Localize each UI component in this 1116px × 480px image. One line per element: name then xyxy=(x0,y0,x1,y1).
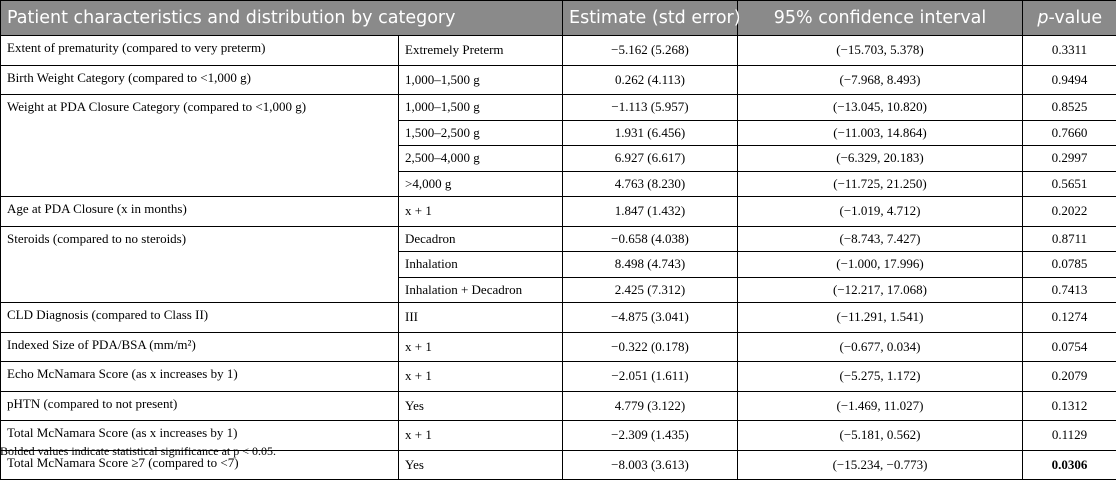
ci-cell: (−1.469, 11.027) xyxy=(738,391,1023,421)
ci-cell: (−1.019, 4.712) xyxy=(738,197,1023,227)
ci-cell: (−5.181, 0.562) xyxy=(738,421,1023,451)
category-cell: x + 1 xyxy=(399,362,563,392)
estimate-cell: −5.162 (5.268) xyxy=(563,36,738,66)
estimate-cell: 1.931 (6.456) xyxy=(563,120,738,146)
ci-cell: (−15.234, −0.773) xyxy=(738,450,1023,480)
p-value-cell: 0.8525 xyxy=(1023,95,1116,121)
header-p-suffix: -value xyxy=(1048,8,1102,28)
header-estimate: Estimate (std error) xyxy=(563,1,738,36)
characteristic-cell: Echo McNamara Score (as x increases by 1) xyxy=(1,362,399,392)
table-row xyxy=(1,65,1116,95)
ci-cell: (−5.275, 1.172) xyxy=(738,362,1023,392)
category-cell: Inhalation xyxy=(399,252,563,278)
characteristic-cell: Total McNamara Score (as x increases by 1) xyxy=(1,421,399,451)
ci-cell: (−12.217, 17.068) xyxy=(738,277,1023,303)
table-row xyxy=(1,303,1116,333)
category-cell: >4,000 g xyxy=(399,171,563,197)
ci-cell: (−6.329, 20.183) xyxy=(738,146,1023,172)
ci-cell: (−7.968, 8.493) xyxy=(738,65,1023,95)
table-row xyxy=(1,391,1116,421)
table-row xyxy=(1,95,1116,121)
estimate-cell: −0.322 (0.178) xyxy=(563,332,738,362)
characteristic-cell: pHTN (compared to not present) xyxy=(1,391,399,421)
estimate-cell: 4.779 (3.122) xyxy=(563,391,738,421)
estimate-cell: −4.875 (3.041) xyxy=(563,303,738,333)
header-row xyxy=(1,1,1116,36)
table-row xyxy=(1,362,1116,392)
estimate-cell: −0.658 (4.038) xyxy=(563,226,738,252)
category-cell: Yes xyxy=(399,450,563,480)
ci-cell: (−11.291, 1.541) xyxy=(738,303,1023,333)
estimate-cell: 0.262 (4.113) xyxy=(563,65,738,95)
p-value-cell: 0.2022 xyxy=(1023,197,1116,227)
category-cell: Decadron xyxy=(399,226,563,252)
header-characteristics: Patient characteristics and distribution by category xyxy=(1,1,563,36)
p-value-cell: 0.2997 xyxy=(1023,146,1116,172)
p-value-cell: 0.0754 xyxy=(1023,332,1116,362)
p-value-cell: 0.2079 xyxy=(1023,362,1116,392)
estimate-cell: 2.425 (7.312) xyxy=(563,277,738,303)
estimate-cell: 4.763 (8.230) xyxy=(563,171,738,197)
characteristic-cell: CLD Diagnosis (compared to Class II) xyxy=(1,303,399,333)
ci-cell: (−11.003, 14.864) xyxy=(738,120,1023,146)
category-cell: III xyxy=(399,303,563,333)
characteristic-cell: Birth Weight Category (compared to <1,000 g) xyxy=(1,65,399,95)
header-p-value xyxy=(1023,1,1116,36)
table-row xyxy=(1,36,1116,66)
header-p-letter: p xyxy=(1037,8,1048,28)
p-value-cell: 0.5651 xyxy=(1023,171,1116,197)
category-cell: x + 1 xyxy=(399,332,563,362)
table-row xyxy=(1,226,1116,252)
category-cell: x + 1 xyxy=(399,197,563,227)
ci-cell: (−1.000, 17.996) xyxy=(738,252,1023,278)
ci-cell: (−0.677, 0.034) xyxy=(738,332,1023,362)
p-value-cell: 0.8711 xyxy=(1023,226,1116,252)
table-row xyxy=(1,197,1116,227)
p-value-cell: 0.9494 xyxy=(1023,65,1116,95)
estimate-cell: −2.051 (1.611) xyxy=(563,362,738,392)
p-value-cell: 0.1129 xyxy=(1023,421,1116,451)
characteristic-cell: Steroids (compared to no steroids) xyxy=(1,226,399,303)
ci-cell: (−13.045, 10.820) xyxy=(738,95,1023,121)
p-value-cell: 0.1274 xyxy=(1023,303,1116,333)
category-cell: Inhalation + Decadron xyxy=(399,277,563,303)
characteristic-cell: Age at PDA Closure (x in months) xyxy=(1,197,399,227)
category-cell: x + 1 xyxy=(399,421,563,451)
ci-cell: (−11.725, 21.250) xyxy=(738,171,1023,197)
category-cell: Extremely Preterm xyxy=(399,36,563,66)
estimate-cell: −8.003 (3.613) xyxy=(563,450,738,480)
p-value-cell: 0.7660 xyxy=(1023,120,1116,146)
ci-cell: (−8.743, 7.427) xyxy=(738,226,1023,252)
category-cell: 1,000–1,500 g xyxy=(399,65,563,95)
category-cell: 2,500–4,000 g xyxy=(399,146,563,172)
p-value-cell: 0.0306 xyxy=(1023,450,1116,480)
characteristic-cell: Total McNamara Score ≥7 (compared to <7) xyxy=(1,450,399,480)
category-cell: 1,500–2,500 g xyxy=(399,120,563,146)
estimate-cell: 6.927 (6.617) xyxy=(563,146,738,172)
characteristic-cell: Indexed Size of PDA/BSA (mm/m²) xyxy=(1,332,399,362)
category-cell: Yes xyxy=(399,391,563,421)
ci-cell: (−15.703, 5.378) xyxy=(738,36,1023,66)
category-cell: 1,000–1,500 g xyxy=(399,95,563,121)
estimate-cell: 1.847 (1.432) xyxy=(563,197,738,227)
p-value-cell: 0.7413 xyxy=(1023,277,1116,303)
table-body xyxy=(1,36,1116,480)
estimate-cell: 8.498 (4.743) xyxy=(563,252,738,278)
p-value-cell: 0.0785 xyxy=(1023,252,1116,278)
characteristic-cell: Weight at PDA Closure Category (compared to <1,000 g) xyxy=(1,95,399,197)
characteristic-cell: Extent of prematurity (compared to very preterm) xyxy=(1,36,399,66)
footnote: Bolded values indicate statistical significance at p < 0.05. xyxy=(0,444,276,459)
estimate-cell: −2.309 (1.435) xyxy=(563,421,738,451)
p-value-cell: 0.1312 xyxy=(1023,391,1116,421)
table-row xyxy=(1,332,1116,362)
header-ci: 95% confidence interval xyxy=(738,1,1023,36)
p-value-cell: 0.3311 xyxy=(1023,36,1116,66)
estimate-cell: −1.113 (5.957) xyxy=(563,95,738,121)
